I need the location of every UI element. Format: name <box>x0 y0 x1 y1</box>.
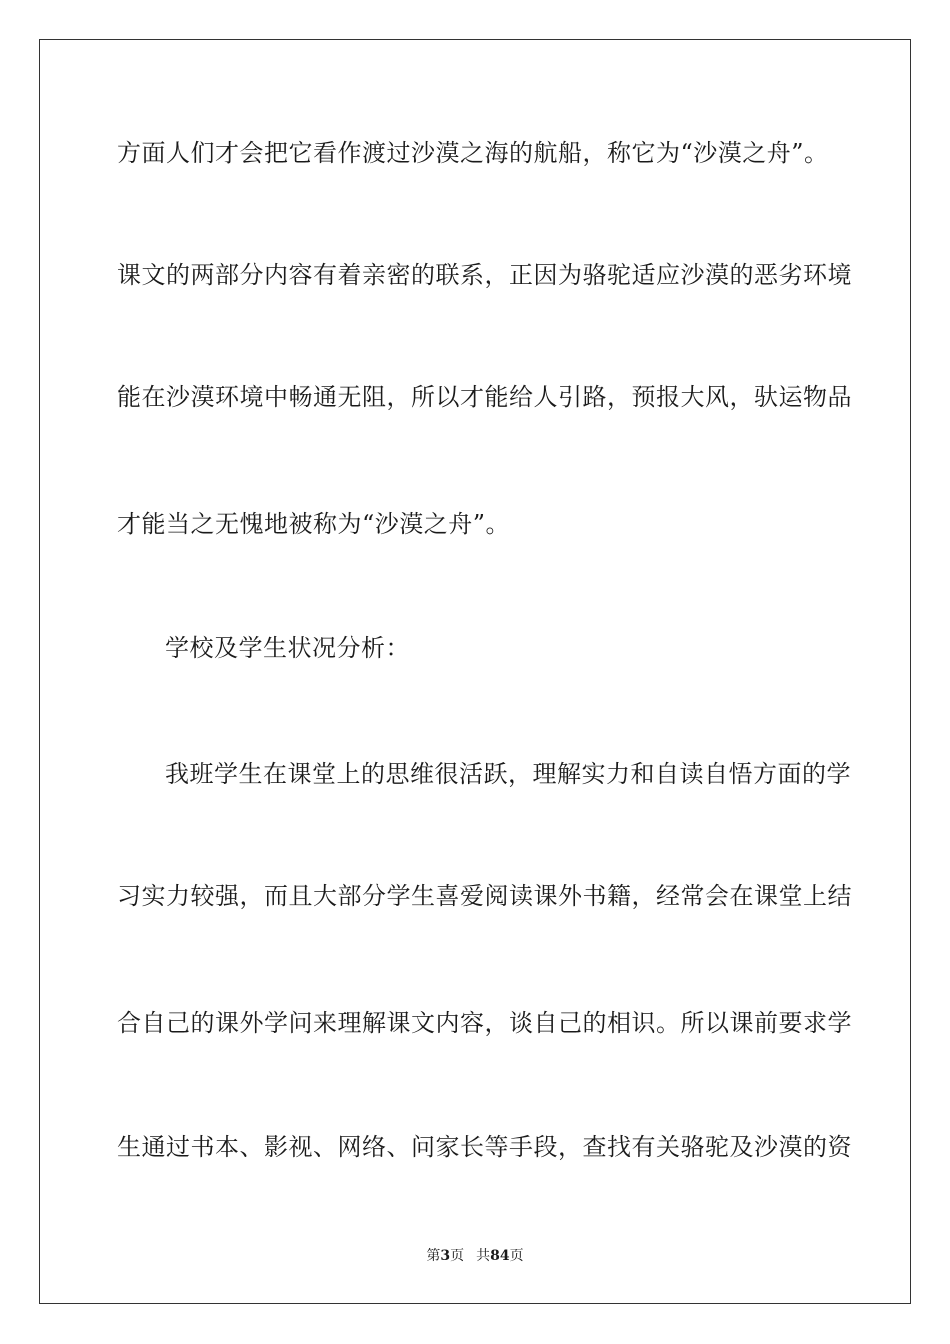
text-line-4: 才能当之无愧地被称为“沙漠之舟”。 <box>117 510 511 538</box>
text-line-1: 方面人们才会把它看作渡过沙漠之海的航船，称它为“沙漠之舟”。 <box>117 139 829 167</box>
text-line-8: 合自己的课外学问来理解课文内容，谈自己的相识。所以课前要求学 <box>117 1009 852 1037</box>
page-footer <box>0 1247 950 1265</box>
section-heading: 学校及学生状况分析： <box>165 634 410 662</box>
page-number: 3 <box>440 1248 451 1264</box>
total-suffix: 页 <box>509 1248 524 1264</box>
page-prefix: 第 <box>426 1248 441 1264</box>
total-pages: 84 <box>490 1248 510 1264</box>
text-line-3: 能在沙漠环境中畅通无阻，所以才能给人引路，预报大风，驮运物品 <box>117 383 852 411</box>
page-frame <box>39 39 911 1304</box>
total-prefix: 共 <box>476 1248 491 1264</box>
text-line-6: 我班学生在课堂上的思维很活跃，理解实力和自读自悟方面的学 <box>165 760 851 788</box>
text-line-9: 生通过书本、影视、网络、问家长等手段，查找有关骆驼及沙漠的资 <box>117 1133 852 1161</box>
text-line-2: 课文的两部分内容有着亲密的联系，正因为骆驼适应沙漠的恶劣环境 <box>117 261 852 289</box>
page-suffix: 页 <box>450 1248 465 1264</box>
text-line-7: 习实力较强，而且大部分学生喜爱阅读课外书籍，经常会在课堂上结 <box>117 882 852 910</box>
